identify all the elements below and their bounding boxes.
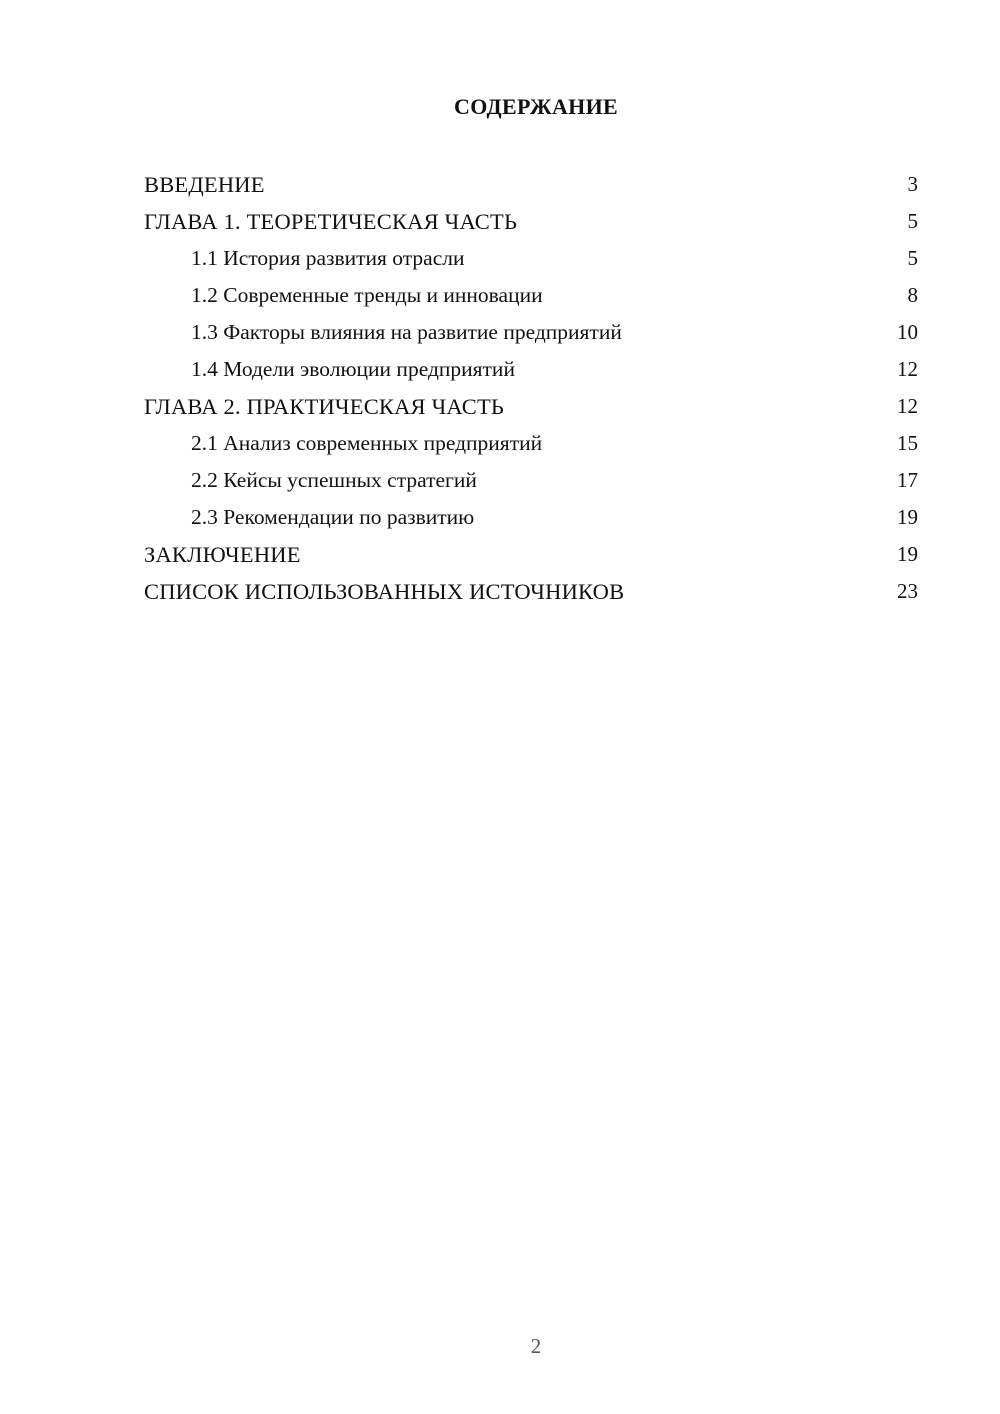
toc-entry-label: 1.4 Модели эволюции предприятий [191, 357, 515, 381]
toc-entry-page: 19 [897, 542, 918, 566]
toc-entry-label: 1.1 История развития отрасли [191, 246, 465, 270]
toc-entry-page: 3 [907, 172, 918, 196]
toc-entry-page: 5 [907, 246, 918, 270]
toc-entry-section-1-4[interactable] [0, 357, 1000, 394]
page-number: 2 [530, 1334, 542, 1358]
toc-entry-page: 23 [897, 579, 918, 603]
toc-entry-section-2-2[interactable] [0, 468, 1000, 505]
toc-entry-label: 1.2 Современные тренды и инновации [191, 283, 543, 307]
toc-entry-page: 17 [897, 468, 918, 492]
toc-entry-page: 8 [907, 283, 918, 307]
toc-entry-label: СПИСОК ИСПОЛЬЗОВАННЫХ ИСТОЧНИКОВ [144, 579, 625, 604]
toc-entry-chapter-1[interactable] [0, 209, 1000, 246]
toc-entry-section-1-1[interactable] [0, 246, 1000, 283]
toc-entry-chapter-2[interactable] [0, 394, 1000, 431]
toc-entry-label: 2.2 Кейсы успешных стратегий [191, 468, 477, 492]
toc-entry-introduction[interactable] [0, 172, 1000, 209]
toc-entry-conclusion[interactable] [0, 542, 1000, 579]
toc-entry-label: ВВЕДЕНИЕ [144, 172, 265, 197]
toc-entry-label: 1.3 Факторы влияния на развитие предприятий [191, 320, 622, 344]
toc-entry-label: 2.1 Анализ современных предприятий [191, 431, 543, 455]
toc-entry-section-1-2[interactable] [0, 283, 1000, 320]
toc-entry-page: 10 [897, 320, 918, 344]
toc-entry-page: 19 [897, 505, 918, 529]
toc-entry-label: 2.3 Рекомендации по развитию [191, 505, 475, 529]
toc-entry-label: ГЛАВА 2. ПРАКТИЧЕСКАЯ ЧАСТЬ [144, 394, 505, 419]
toc-entry-section-2-1[interactable] [0, 431, 1000, 468]
toc-entry-page: 12 [897, 357, 918, 381]
toc-entry-section-2-3[interactable] [0, 505, 1000, 542]
toc-entry-section-1-3[interactable] [0, 320, 1000, 357]
toc-entry-page: 15 [897, 431, 918, 455]
toc-entry-page: 5 [907, 209, 918, 233]
toc-entry-label: ЗАКЛЮЧЕНИЕ [144, 542, 301, 567]
page-title: СОДЕРЖАНИЕ [454, 94, 618, 119]
toc-entry-label: ГЛАВА 1. ТЕОРЕТИЧЕСКАЯ ЧАСТЬ [144, 209, 518, 234]
toc-entry-references[interactable] [0, 579, 1000, 616]
toc-entry-page: 12 [897, 394, 918, 418]
